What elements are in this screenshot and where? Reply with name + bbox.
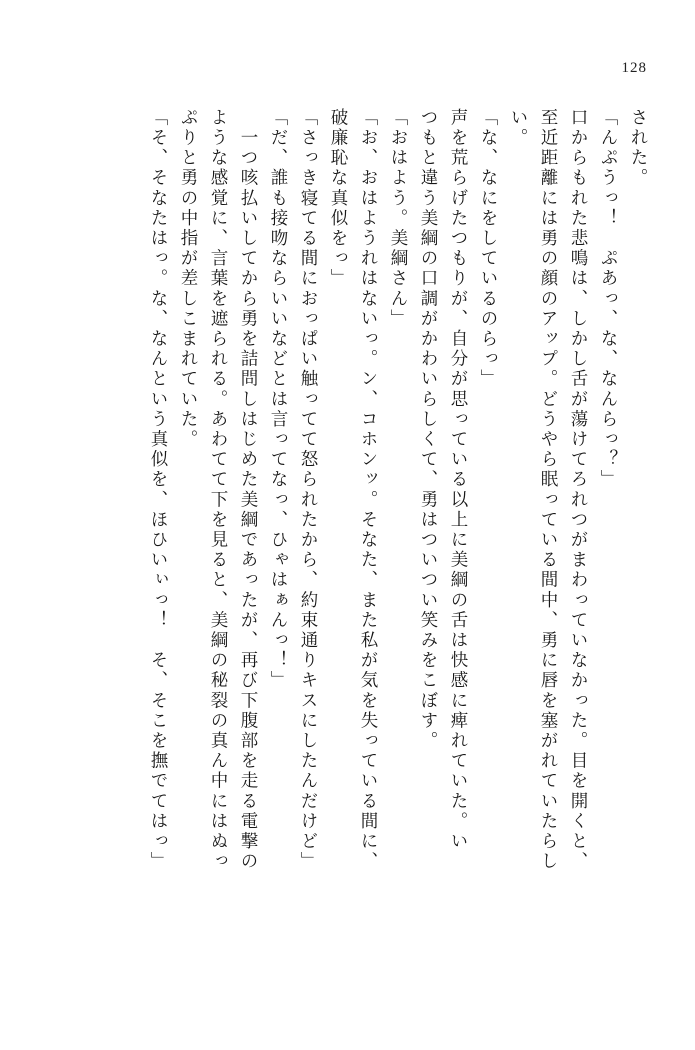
text-line: 「だ、誰も接吻ならいいなどとは言ってなっ、ひゃはぁんっ！」 [269,108,289,691]
text-line: つもと違う美綱の口調がかわいらしくて、勇はついつい笑みをこぼす。 [419,108,439,752]
text-line: 破廉恥な真似をっ」 [329,108,349,289]
page-number: 128 [621,60,647,76]
text-line: 至近距離には勇の顔のアップ。どうやら眠っている間中、勇に唇を塞がれていたらし [539,108,559,872]
text-line: 「んぷうっ！ ぷあっ、な、なんらっ？」 [599,108,619,490]
text-line: 「さっき寝てる間におっぱい触ってて怒られたから、約束通りキスにしたんだけど」 [299,108,319,872]
vertical-text-body [52,108,647,968]
text-line: 一つ咳払いしてから勇を詰問しはじめた美綱であったが、再び下腹部を走る電撃の [239,108,259,872]
text-line: ような感覚に、言葉を遮られる。あわてて下を見ると、美綱の秘裂の真ん中にはぬっ [209,108,229,872]
text-line: 「おはよう。美綱さん」 [389,108,409,330]
text-line: 「な、なにをしているのらっ」 [479,108,499,390]
text-line: 口からもれた悲鳴は、しかし舌が蕩けてろれつがまわっていなかった。目を開くと、 [569,108,589,872]
text-line: 声を荒らげたつもりが、自分が思っている以上に美綱の舌は快感に痺れていた。い [449,108,469,852]
text-line: 「お、おはようれはないっ。ン、コホンッ。そなた、また私が気を失っている間に、 [359,108,379,872]
text-line: ぷりと勇の中指が差しこまれていた。 [179,108,199,450]
text-line: 「そ、そなたはっ。な、なんという真似を、ほひいぃっ！ そ、そこを撫でてはっ」 [149,108,169,872]
text-line: い。 [509,108,529,149]
text-line: された。 [629,108,649,189]
